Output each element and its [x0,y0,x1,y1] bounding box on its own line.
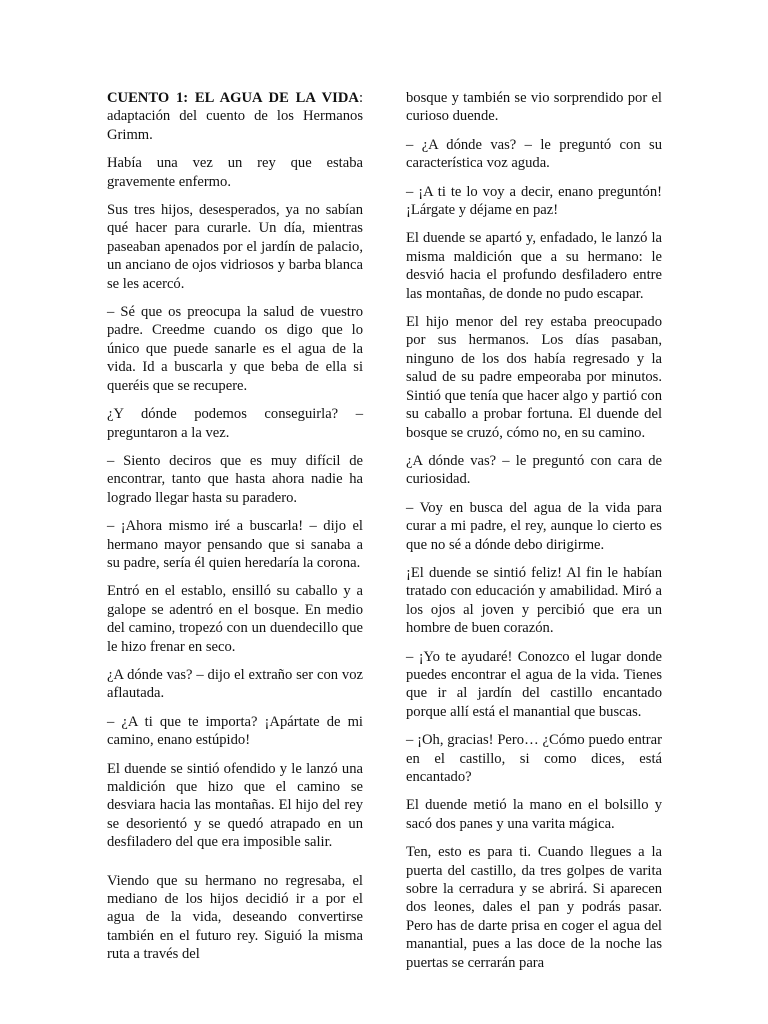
paragraph: El duende metió la mano en el bolsillo y sacó dos panes y una varita mágica. [406,797,662,832]
paragraph: Entró en el establo, ensilló su caballo y a galope se adentró en el bosque. En medio del camino, tropezó con un duendecillo que le hizo frenar en seco. [107,583,363,655]
paragraph: ¿Y dónde podemos conseguirla? – preguntaron a la vez. [107,406,363,441]
paragraph: Viendo que su hermano no regresaba, el mediano de los hijos decidió ir a por el agua de la vida, deseando convertirse también en el futuro rey. Siguió la misma ruta a través del [107,872,363,963]
paragraph: bosque y también se vio sorprendido por el curioso duende. [406,90,662,125]
paragraph: – ¿A ti que te importa? ¡Apártate de mi camino, enano estúpido! [107,713,363,749]
story-heading [107,89,363,144]
paragraph: – Voy en busca del agua de la vida para curar a mi padre, el rey, aunque lo cierto es que no sé a dónde debo dirigirme. [406,499,662,553]
paragraph: – ¡Oh, gracias! Pero… ¿Cómo puedo entrar en el castillo, si como dices, está encantado? [406,732,662,785]
paragraph: Sus tres hijos, desesperados, ya no sabían qué hacer para curarle. Un día, mientras paseaban apenados por el jardín de palacio, un anciano de ojos vidriosos y barba blanca se les acercó. [107,202,363,292]
paragraph: El duende se sintió ofendido y le lanzó una maldición que hizo que el camino se desviara hacia las montañas. El hijo del rey se desorientó y se quedó atrapado en un desfiladero del que era imposible salir. [107,760,363,851]
story-title: CUENTO 1: EL AGUA DE LA VIDA [107,90,359,106]
paragraph: Había una vez un rey que estaba gravemente enfermo. [107,155,363,190]
paragraph: El duende se apartó y, enfadado, le lanzó la misma maldición que a su hermano: le desvió hacia el profundo desfiladero entre las montañas, de donde no pudo escapar. [406,230,662,302]
paragraph: – ¡A ti te lo voy a decir, enano preguntón! ¡Lárgate y déjame en paz! [406,183,662,219]
left-column [107,89,363,974]
right-column [406,89,662,982]
paragraph: El hijo menor del rey estaba preocupado por sus hermanos. Los días pasaban, ninguno de los dos había regresado y la salud de su padre empeoraba por minutos. Sintió que tenía que hacer algo y partió con su caballo a probar fortuna. El duende del bosque se cruzó, cómo no, en su camino. [406,314,662,441]
paragraph: Ten, esto es para ti. Cuando llegues a la puerta del castillo, da tres golpes de varita sobre la cerradura y se abrirá. Si aparecen dos leones, dales el pan y podrás pasar. Pero has de darte prisa en coger el agua del manantial, pues a las doce de la noche las puertas se cerrarán para [406,844,662,971]
paragraph: – ¡Ahora mismo iré a buscarla! – dijo el hermano mayor pensando que si sanaba a su padre, sería él quien heredaría la corona. [107,518,363,571]
paragraph: – Siento deciros que es muy difícil de encontrar, tanto que hasta ahora nadie ha logrado llegar hasta su paradero. [107,452,363,506]
paragraph: ¡El duende se sintió feliz! Al fin le habían tratado con educación y amabilidad. Miró a los ojos al joven y percibió que era un hombre de buen corazón. [406,564,662,637]
paragraph: – Sé que os preocupa la salud de vuestro padre. Creedme cuando os digo que lo único que puede sanarle es el agua de la vida. Id a buscarla y que beba de ella si queréis que se recupere. [107,304,363,394]
paragraph: – ¡Yo te ayudaré! Conozco el lugar donde puedes encontrar el agua de la vida. Tienes que ir al jardín del castillo encantado porque allí está el manantial que buscas. [406,648,662,720]
paragraph: ¿A dónde vas? – le preguntó con cara de curiosidad. [406,452,662,488]
paragraph: ¿A dónde vas? – dijo el extraño ser con voz aflautada. [107,666,363,702]
story-subtitle: : adaptación del cuento de los Hermanos Grimm. [107,90,363,143]
paragraph: – ¿A dónde vas? – le preguntó con su característica voz aguda. [406,136,662,172]
